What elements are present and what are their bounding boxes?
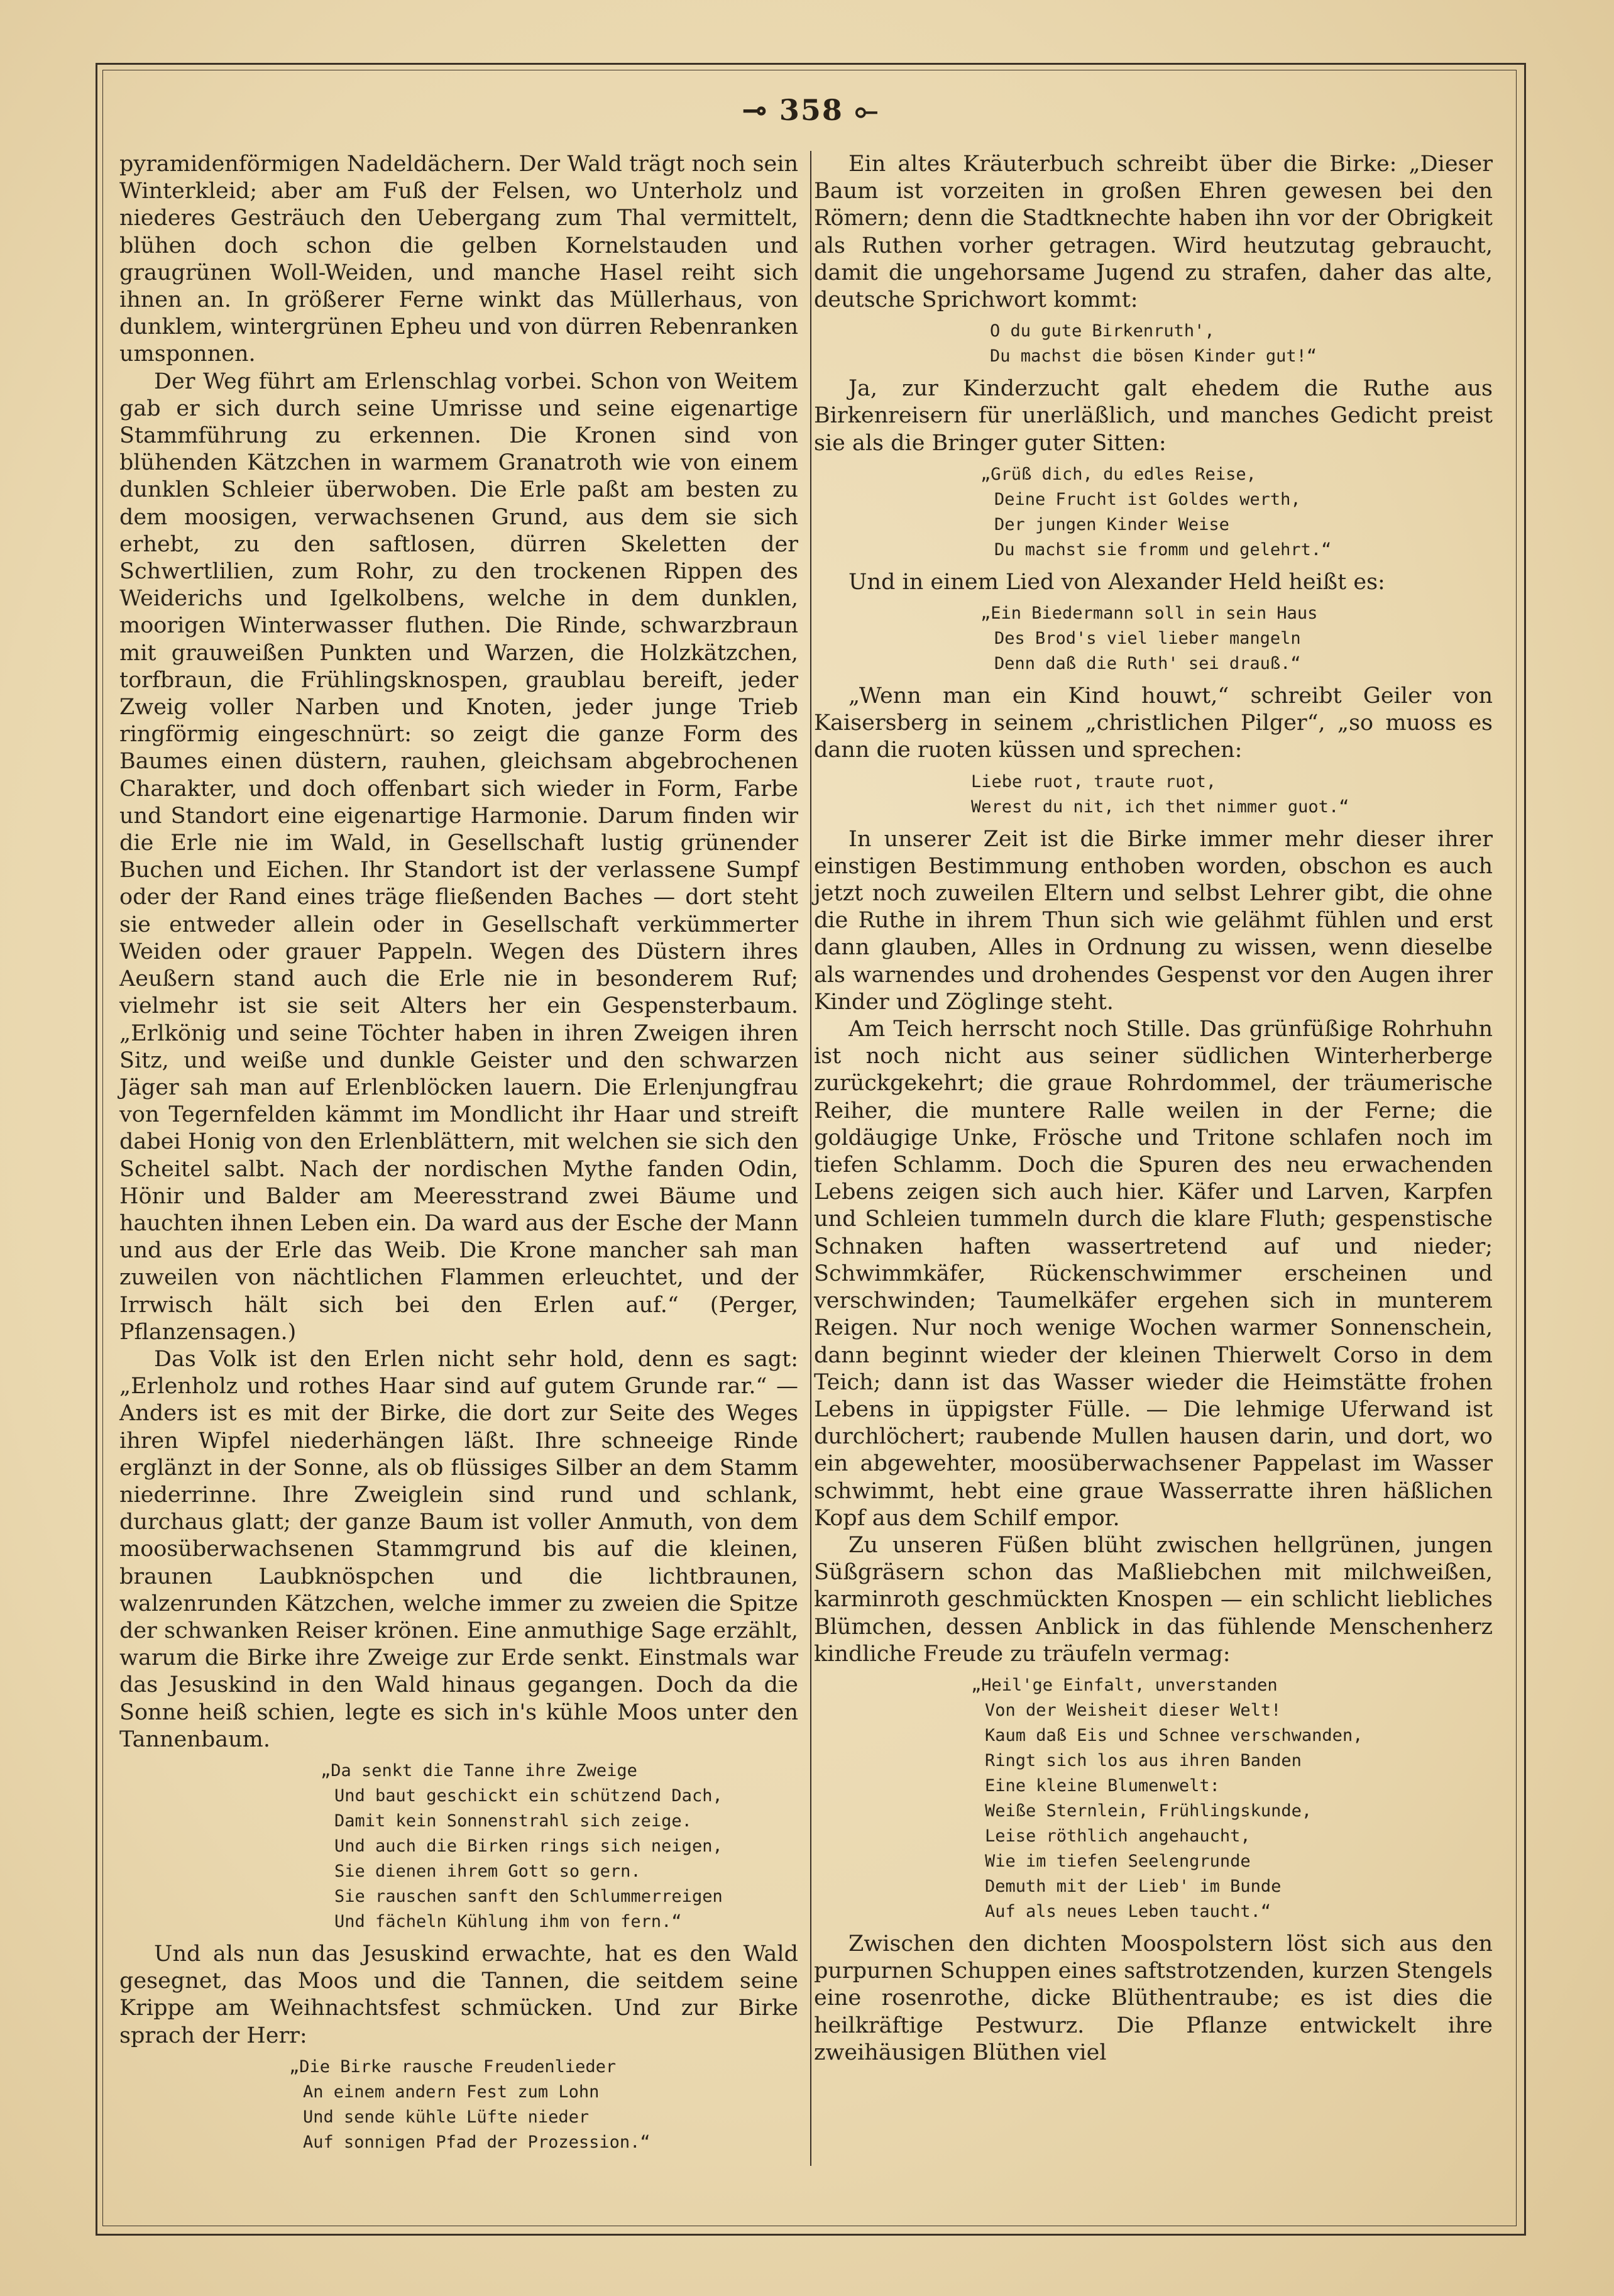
left-column (119, 151, 798, 2161)
verse-line: Und baut geschickt ein schützend Dach, (334, 1785, 723, 1806)
verse-line: Sie rauschen sanft den Schlummerreigen (334, 1886, 723, 1906)
left-verse-block (321, 1758, 798, 1934)
verse-line: Der jungen Kinder Weise (994, 514, 1229, 534)
column-divider (810, 151, 811, 2166)
right-paragraph: „Wenn man ein Kind houwt,“ schreibt Geiler von Kaisersberg in seinem „christlichen Pilger“, „so muoss es dann die ruoten küssen und sprechen: (814, 683, 1493, 763)
verse-line: „Grüß dich, du edles Reise, (980, 464, 1256, 484)
left-paragraph: Der Weg führt am Erlenschlag vorbei. Schon von Weitem gab er sich durch seine Umrisse und seine eigenartige Stammführung zu erkennen. Die Kronen sind von blühenden Kätzchen in warmem Granatroth wie von einem dunklen Schleier überwoben. Die Erle paßt am besten zu dem moosigen, verwachsenen Grund, aus dem sie sich erhebt, zu den saftlosen, dürren Skeletten der Schwertlilien, zum Rohr, zu den trockenen Rippen des Weiderichs und Igelkolbens, welche in dem dunklen, moorigen Winterwasser fluthen. Die Rinde, schwarzbraun mit grauweißen Punkten und Warzen, die Holzkätzchen, torfbraun, die Frühlingsknospen, graublau bereift, jeder Zweig voller Narben und Knoten, jeder junge Trieb ringförmig eingeschnürt: so zeigt die ganze Form des Baumes einen düstern, rauhen, gleichsam abgebrochenen Charakter, und doch offenbart sich wieder in Form, Farbe und Standort eine eigenartige Harmonie. Darum finden wir die Erle nie im Wald, in Gesellschaft lustig grünender Buchen und Eichen. Ihr Standort ist der verlassene Sumpf oder der Rand eines träge fließenden Baches — dort steht sie entweder allein oder in Gesellschaft verkümmerter Weiden oder grauer Pappeln. Wegen des Düstern ihres Aeußern stand auch die Erle nie in besonderem Ruf; vielmehr ist sie seit Alters her ein Gespensterbaum. „Erlkönig und seine Töchter haben in ihren Zweigen ihren Sitz, und weiße und dunkle Geister und den schwarzen Jäger sah man auf Erlenblöcken lauern. Die Erlenjungfrau von Tegernfelden kämmt im Mondlicht ihr Haar und streift dabei Honig von den Erlenblättern, mit welchen sie sich den Scheitel salbt. Nach der nordischen Mythe fanden Odin, Hönir und Balder am Meeresstrand zwei Bäume und hauchten ihnen Leben ein. Da ward aus der Esche der Mann und aus der Erle das Weib. Die Krone mancher sah man zuweilen von nächtlichen Flammen erleuchtet, und der Irrwisch hält sich bei den Erlen auf.“ (Perger, Pflanzensagen.) (119, 368, 798, 1345)
verse-line: Des Brod's viel lieber mangeln (994, 629, 1301, 649)
verse-line: Und fächeln Kühlung ihm von fern.“ (334, 1911, 682, 1931)
page-number (735, 93, 886, 128)
verse-line: Werest du nit, ich thet nimmer guot.“ (971, 797, 1349, 817)
left-paragraph: Und als nun das Jesuskind erwachte, hat es den Wald gesegnet, das Moos und die Tannen, die seitdem seine Krippe am Weihnachtsfest schmücken. Und zur Birke sprach der Herr: (119, 1941, 798, 2048)
verse-line: Liebe ruot, traute ruot, (971, 771, 1217, 792)
right-verse-block (980, 601, 1493, 676)
right-paragraph: Ein altes Kräuterbuch schreibt über die Birke: „Dieser Baum ist vorzeiten in großen Ehren gewesen bei den Römern; denn die Stadtknechte haben ihn vor der Obrigkeit als Ruthen vorher getragen. Wird heutzutag gebraucht, damit die ungehorsame Jugend zu strafen, daher das alte, deutsche Sprichwort kommt: (814, 152, 1493, 313)
right-paragraph: Zu unseren Füßen blüht zwischen hellgrünen, jungen Süßgräsern schon das Maßliebchen mit milchweißen, karminroth geschmückten Knospen — ein schlicht liebliches Blümchen, dessen Anblick in das fühlende Menschenherz kindliche Freude zu träufeln vermag: (814, 1532, 1493, 1667)
verse-line: O du gute Birkenruth', (990, 321, 1215, 341)
right-verse-block (971, 770, 1493, 820)
right-verse-block (990, 319, 1493, 369)
verse-line: Demuth mit der Lieb' im Bunde (985, 1876, 1282, 1896)
verse-line: Du machst die bösen Kinder gut!“ (990, 346, 1317, 367)
verse-line: Sie dienen ihrem Gott so gern. (334, 1861, 641, 1881)
right-paragraph: In unserer Zeit ist die Birke immer mehr dieser ihrer einstigen Bestimmung enthoben worden, obschon es auch jetzt noch zuweilen Eltern und selbst Lehrer gibt, die ohne die Ruthe in ihrem Thun sich wie gelähmt fühlen und erst dann glauben, Alles in Ordnung zu wissen, wenn dieselbe als warnendes und drohendes Gespenst vor den Augen ihrer Kinder und Zöglinge steht. (814, 826, 1493, 1015)
verse-line: Von der Weisheit dieser Welt! (985, 1700, 1282, 1720)
verse-line: „Die Birke rausche Freudenlieder (289, 2056, 617, 2077)
verse-line: Weiße Sternlein, Frühlingskunde, (985, 1801, 1312, 1821)
verse-line: Du machst sie fromm und gelehrt.“ (994, 539, 1332, 560)
verse-line: Und sende kühle Lüfte nieder (303, 2107, 590, 2127)
verse-line: An einem andern Fest zum Lohn (303, 2082, 600, 2102)
verse-line: Deine Frucht ist Goldes werth, (994, 489, 1301, 509)
verse-line: Damit kein Sonnenstrahl sich zeige. (334, 1811, 692, 1831)
right-paragraph: Zwischen den dichten Moospolstern löst sich aus den purpurnen Schuppen eines saftstrotzenden, kurzen Stengels eine rosenrothe, dicke Blüthentraube; es ist dies die heilkräftige Pestwurz. Die Pflanze entwickelt ihre zweihäusigen Blüthen viel (814, 1931, 1493, 2065)
verse-line: Wie im tiefen Seelengrunde (985, 1851, 1251, 1871)
verse-line: Ringt sich los aus ihren Banden (985, 1750, 1302, 1770)
right-paragraph: Am Teich herrscht noch Stille. Das grünfüßige Rohrhuhn ist noch nicht aus seiner südlichen Winterherberge zurückgekehrt; die graue Rohrdommel, der träumerische Reiher, die muntere Ralle weilen in der Ferne; die goldäugige Unke, Frösche und Tritone schlafen noch im tiefen Schlamm. Doch die Spuren des neu erwachenden Lebens zeigen sich auch hier. Käfer und Larven, Karpfen und Schleien tummeln durch die klare Fluth; gespenstische Schnaken haften wassertretend auf und nieder; Schwimmkäfer, Rückenschwimmer erscheinen und verschwinden; Taumelkäfer ergehen sich in munterem Reigen. Nur noch wenige Wochen warmer Sonnenschein, dann beginnt wieder der kleinen Thierwelt Corso in dem Teich; dann ist das Wasser wieder die Heimstätte frohen Lebens in üppigster Fülle. — Die lehmige Uferwand ist durchlöchert; raubende Mullen hausen darin, und dort, wo ein abgewehter, moosüberwachsener Pappelast im Wasser schwimmt, hebt eine graue Wasserratte ihren häßlichen Kopf aus dem Schilf empor. (814, 1017, 1493, 1531)
verse-line: „Ein Biedermann soll in sein Haus (980, 604, 1318, 624)
page-number-text: 358 (779, 93, 843, 127)
left-paragraph: Das Volk ist den Erlen nicht sehr hold, denn es sagt: „Erlenholz und rothes Haar sind auf gutem Grunde rar.“ — Anders ist es mit der Birke, die dort zur Seite des Weges ihren Wipfel niederhängen läßt. Ihre schneeige Rinde erglänzt in der Sonne, als ob flüssiges Silber an dem Stamm niederrinne. Ihre Zweiglein sind rund und schlank, durchaus glatt; der ganze Baum ist voller Anmuth, von dem moosüberwachsenen Stammgrund bis auf die kleinen, braunen Laubknöspchen und die lichtbraunen, walzenrunden Kätzchen, welche immer zu zweien die Spitze der schwanken Reiser krönen. Eine anmuthige Sage erzählt, warum die Birke ihre Zweige zur Erde senkt. Einstmals war das Jesuskind in den Wald hinaus gegangen. Doch da die Sonne heiß schien, legte es sich in's kühle Moos unter den Tannenbaum. (119, 1346, 798, 1752)
right-column (814, 151, 1493, 2067)
verse-line: Denn daß die Ruth' sei drauß.“ (994, 654, 1301, 674)
verse-line: Eine kleine Blumenwelt: (985, 1775, 1220, 1796)
right-paragraph: Und in einem Lied von Alexander Held heißt es: (848, 569, 1385, 595)
verse-line: Auf als neues Leben taucht.“ (985, 1901, 1271, 1921)
verse-line: „Heil'ge Einfalt, unverstanden (971, 1675, 1278, 1695)
ornament-left-icon: ⊸ (742, 93, 768, 127)
right-verse-block (980, 462, 1493, 563)
right-paragraph: Ja, zur Kinderzucht galt ehedem die Ruthe aus Birkenreisern für unerläßlich, und manches Gedicht preist sie als die Bringer guter Sitten: (814, 376, 1493, 456)
verse-line: „Da senkt die Tanne ihre Zweige (321, 1760, 637, 1780)
verse-line: Auf sonnigen Pfad der Prozession.“ (303, 2132, 651, 2152)
ornament-right-icon: ⟜ (854, 93, 879, 127)
verse-line: Leise röthlich angehaucht, (985, 1826, 1251, 1846)
verse-line: Und auch die Birken rings sich neigen, (334, 1836, 723, 1856)
verse-line: Kaum daß Eis und Schnee verschwanden, (985, 1725, 1363, 1745)
left-paragraph: pyramidenförmigen Nadeldächern. Der Wald trägt noch sein Winterkleid; aber am Fuß der Felsen, wo Unterholz und niederes Gesträuch den Uebergang zum Thal vermittelt, blühen doch schon die gelben Kornelstauden und graugrünen Woll-Weiden, und manche Hasel reiht sich ihnen an. In größerer Ferne winkt das Müllerhaus, von dunklem, wintergrünen Epheu und von dürren Rebenranken umsponnen. (119, 152, 798, 367)
left-verse-block (289, 2055, 798, 2155)
right-verse-block (971, 1673, 1493, 1924)
